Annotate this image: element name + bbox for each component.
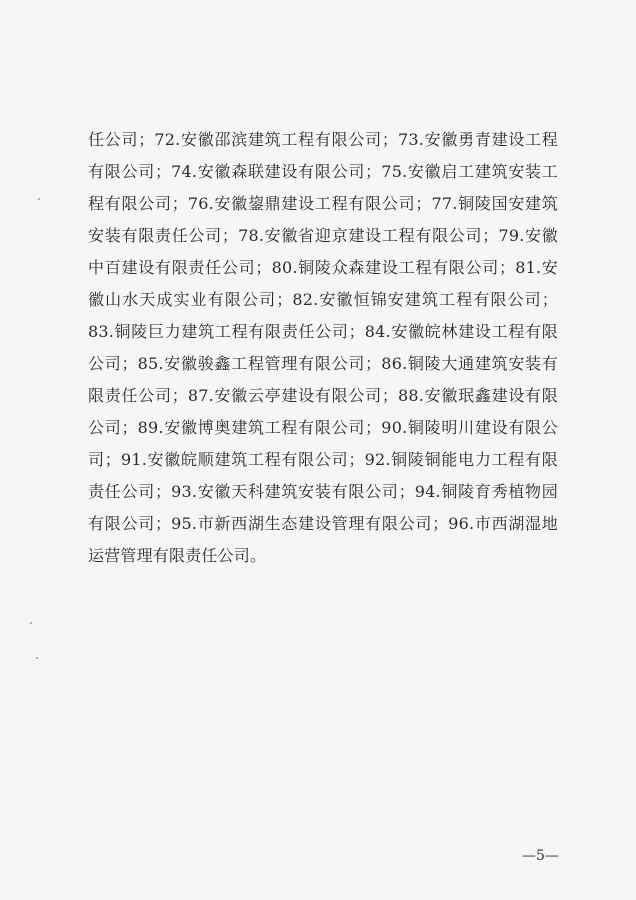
text-line: 程有限公司；76.安徽鋆鼎建设工程有限公司；77.铜陵国安建筑 <box>88 194 558 213</box>
scan-speck <box>30 622 32 624</box>
text-line: 中百建设有限责任公司；80.铜陵众森建设工程有限公司；81.安 <box>88 258 558 277</box>
text-line: 任公司；72.安徽邵滨建筑工程有限公司；73.安徽勇青建设工程 <box>88 130 558 149</box>
text-line: 司；91.安徽皖顺建筑工程有限公司；92.铜陵铜能电力工程有限 <box>88 450 558 469</box>
text-line: 安装有限责任公司；78.安徽省迎京建设工程有限公司；79.安徽 <box>88 226 558 245</box>
scan-speck <box>38 198 40 200</box>
text-line: 公司；85.安徽骏鑫工程管理有限公司；86.铜陵大通建筑安装有 <box>88 354 558 373</box>
scan-speck <box>36 657 38 659</box>
text-line: 运营管理有限责任公司。 <box>88 546 267 565</box>
text-line: 限责任公司；87.安徽云亭建设有限公司；88.安徽珉鑫建设有限 <box>88 386 558 405</box>
text-line: 徽山水天成实业有限公司；82.安徽恒锦安建筑工程有限公司； <box>88 290 558 309</box>
page-number: —5— <box>522 848 559 864</box>
text-line: 公司；89.安徽博奥建筑工程有限公司；90.铜陵明川建设有限公 <box>88 418 558 437</box>
text-line: 有限公司；95.市新西湖生态建设管理有限公司；96.市西湖湿地 <box>88 514 558 533</box>
body-text <box>88 124 558 572</box>
text-line: 责任公司；93.安徽天科建筑安装有限公司；94.铜陵育秀植物园 <box>88 482 558 501</box>
text-line: 有限公司；74.安徽森联建设有限公司；75.安徽启工建筑安装工 <box>88 162 558 181</box>
text-line: 83.铜陵巨力建筑工程有限责任公司；84.安徽皖林建设工程有限 <box>88 322 558 341</box>
